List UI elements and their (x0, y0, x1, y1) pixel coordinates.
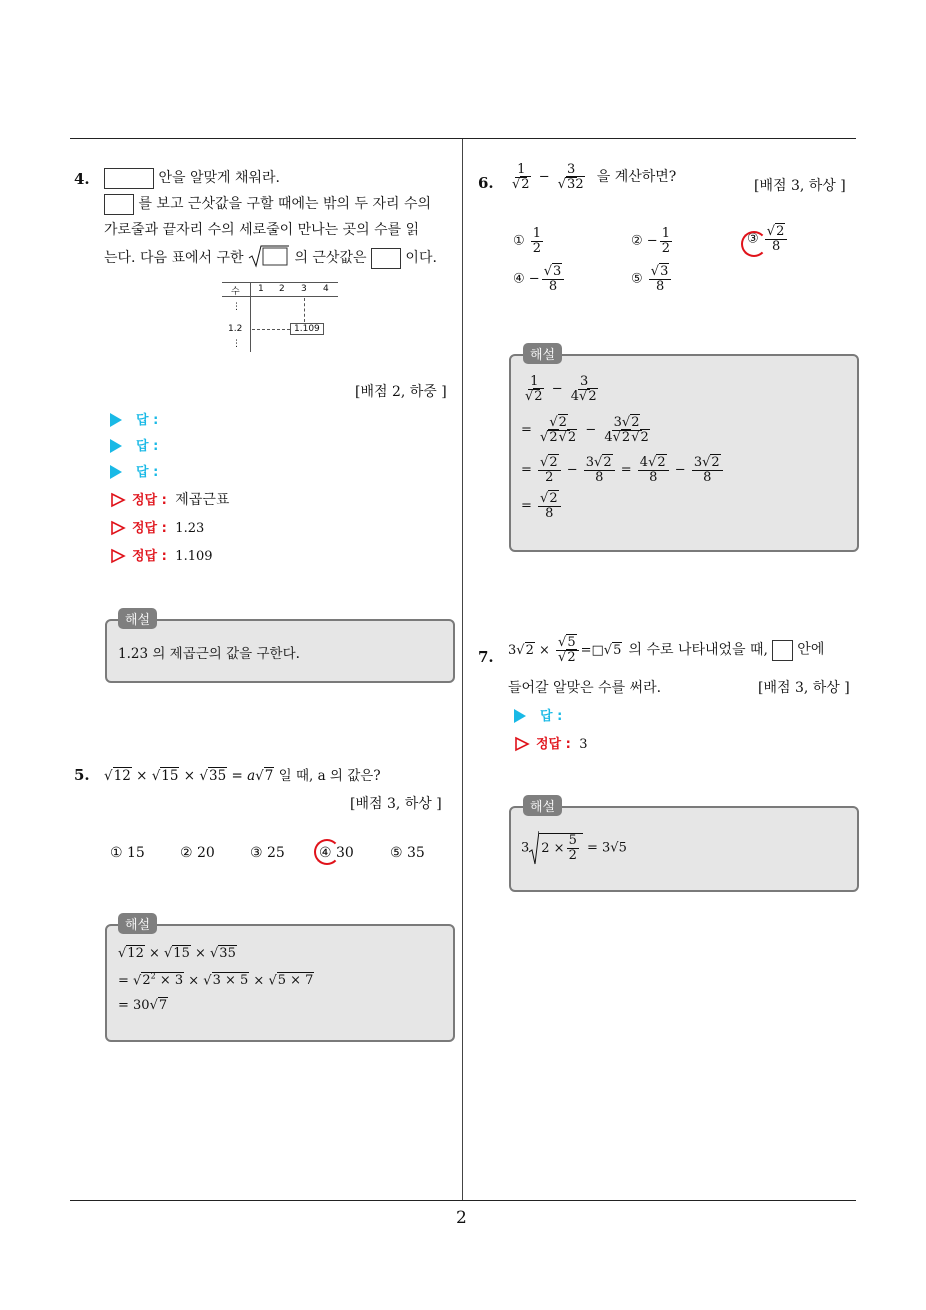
answer-label: 답 : (540, 709, 563, 724)
q7-stem (508, 636, 824, 664)
q4-blank-1[interactable] (104, 168, 154, 189)
table-row-1: 1.2 (228, 324, 243, 334)
q4-line2-text: 를 보고 근삿값을 구할 때에는 밖의 두 자리 수의 (138, 196, 432, 212)
q6-option-3[interactable]: ③ $\frac{√2}{8}$ (747, 225, 789, 253)
q7-correct (514, 733, 588, 752)
q4-line1 (104, 167, 280, 189)
answer-label: 답 : (136, 439, 159, 454)
q6-option-5[interactable]: ⑤ $\frac{√3}{8}$ (631, 265, 673, 293)
q5-expression: √12 × √15 × √35 = a√7 (104, 768, 274, 784)
q5-explain-line-3: = 30√7 (118, 998, 168, 1013)
q4-line4a: 는다. 다음 표에서 구한 (104, 250, 244, 266)
q5-stem-tail: 일 때, a 의 값은? (278, 768, 381, 784)
q7-explain-radical: 2 × $\frac{5}{2}$ (529, 830, 583, 866)
q5-option-4[interactable]: ④ 30 (319, 845, 354, 861)
correct-arrow-icon (110, 548, 126, 564)
q7-explain-tag: 해설 (523, 795, 562, 816)
q4-score: [배점 2, 하중 ] (355, 384, 447, 400)
q5-score: [배점 3, 하상 ] (350, 796, 442, 812)
q6-explain-tag: 해설 (523, 343, 562, 364)
bottom-rule (70, 1200, 856, 1201)
q4-line4b: 의 근삿값은 (294, 250, 367, 266)
q5-option-2[interactable]: ② 20 (180, 845, 215, 861)
correct-label: 정답 : (132, 493, 167, 508)
correct-label: 정답 : (132, 521, 167, 536)
q7-explain-result: = 3√5 (587, 840, 627, 856)
q4-explain-text: 1.23 의 제곱근의 값을 구한다. (118, 646, 300, 662)
q7-stem-tail: 의 수로 나타내었을 때, (628, 641, 769, 658)
q4-answer-2[interactable] (110, 435, 158, 454)
correct-arrow-icon (110, 492, 126, 508)
q7-blank[interactable] (772, 640, 793, 661)
q6-frac-1: $\frac{1}{√2}$ (512, 162, 530, 192)
answer-label: 답 : (136, 413, 159, 428)
table-top-rule (222, 282, 338, 283)
q7-score: [배점 3, 하상 ] (758, 680, 850, 696)
q5-number: 5. (74, 766, 90, 784)
q4-line4c: 이다. (405, 250, 437, 266)
q5-option-1[interactable]: ① 15 (110, 845, 145, 861)
table-vertical-rule (250, 282, 251, 352)
q6-explain-line-4: = $\frac{√2}{8}$ (521, 492, 563, 520)
q6-explain-line-3: = $\frac{√2}{2}$ − $\frac{3√2}{8}$ = $\frac{4√2}{8}$ − $\frac{3√2}{8}$ (521, 456, 725, 484)
q5-option-3[interactable]: ③ 25 (250, 845, 285, 861)
table-header-0: 수 (231, 287, 240, 297)
q4-line1-text: 안을 알맞게 채워라. (158, 170, 280, 186)
answer-arrow-icon (110, 465, 122, 479)
correct-arrow-icon (110, 520, 126, 536)
table-header-1: 1 (258, 284, 264, 294)
correct-label: 정답 : (132, 549, 167, 564)
q6-explain-line-2: = $\frac{√2}{√2√2}$ − $\frac{3√2}{4√2√2}$ (521, 415, 649, 445)
q7-stem-tail2: 안에 (797, 641, 825, 658)
q4-answer-3[interactable] (110, 461, 158, 480)
answer-arrow-icon (110, 413, 122, 427)
table-dash-h (252, 329, 290, 330)
table-header-3: 3 (301, 284, 307, 294)
q5-selected-mark (314, 839, 340, 865)
q4-correct-2 (110, 517, 204, 536)
q4-blank-3[interactable] (371, 248, 401, 269)
table-value: 1.109 (290, 323, 324, 335)
q7-explain-line: 3 2 × $\frac{5}{2}$ = 3√5 (521, 830, 627, 866)
q5-explain-line-1: √12 × √15 × √35 (118, 946, 236, 961)
q7-number: 7. (478, 648, 494, 666)
q4-sqrt-table (222, 282, 340, 354)
column-divider (462, 139, 463, 1201)
q6-option-4[interactable]: ④ − $\frac{√3}{8}$ (513, 265, 566, 293)
answer-arrow-icon (514, 709, 526, 723)
option-mark: ① (513, 233, 525, 249)
table-header-2: 2 (279, 284, 285, 294)
q4-line4 (104, 244, 437, 272)
q6-option-1[interactable]: ① $\frac{1}{2}$ (513, 226, 542, 256)
option-mark: ③ (747, 231, 759, 247)
option-mark: ⑤ (631, 271, 643, 287)
q6-score: [배점 3, 하상 ] (754, 178, 846, 194)
top-rule (70, 138, 856, 139)
table-header-4: 4 (323, 284, 329, 294)
q6-stem-tail: 을 계산하면? (596, 168, 677, 185)
q6-explain-line-1: $\frac{1}{√2}$ − $\frac{3}{4√2}$ (525, 374, 597, 404)
q4-explain-tag: 해설 (118, 608, 157, 629)
q4-correct-value-1: 제곱근표 (175, 492, 230, 508)
q6-frac-2: $\frac{3}{√32}$ (557, 162, 584, 192)
q4-number: 4. (74, 170, 90, 188)
q7-expression: 3√2 × $\frac{√5}{√2}$ =□√5 (508, 635, 622, 665)
q4-correct-3 (110, 545, 213, 564)
answer-label: 답 : (136, 465, 159, 480)
q7-line2: 들어갈 알맞은 수를 써라. (508, 680, 662, 696)
table-row-0: ⋮ (232, 302, 241, 312)
q5-stem (104, 764, 381, 784)
q5-explain-line-2: = $√2^2 \times 3 \times √3 \times 5 \times √5 \times 7$ (118, 972, 314, 989)
correct-label: 정답 : (536, 737, 571, 752)
q6-selected-mark (741, 231, 767, 257)
q4-answer-1[interactable] (110, 409, 158, 428)
table-row-2: ⋮ (232, 339, 241, 349)
q4-correct-value-2: 1.23 (175, 521, 205, 536)
q4-line2 (104, 193, 431, 215)
answer-arrow-icon (110, 439, 122, 453)
q5-option-5[interactable]: ⑤ 35 (390, 845, 425, 861)
q6-option-2[interactable]: ② − $\frac{1}{2}$ (631, 226, 670, 256)
option-mark: ② (631, 233, 643, 249)
q5-explain-tag: 해설 (118, 913, 157, 934)
page-number: 2 (456, 1208, 467, 1228)
table-dash-v (304, 298, 305, 322)
q4-blank-2[interactable] (104, 194, 134, 215)
q6-stem: $\frac{1}{√2}$ − $\frac{3}{√32}$ 을 계산하면? (512, 162, 677, 192)
q7-correct-value: 3 (579, 737, 588, 752)
option-mark: ④ (513, 271, 525, 287)
correct-arrow-icon (514, 736, 530, 752)
q4-line3: 가로줄과 끝자리 수의 세로줄이 만나는 곳의 수를 읽 (104, 222, 420, 238)
q7-answer[interactable] (514, 705, 562, 724)
q4-correct-value-3: 1.109 (175, 549, 213, 564)
q4-correct-1 (110, 489, 229, 509)
q6-number: 6. (478, 174, 494, 192)
q4-sqrt-blank (248, 244, 290, 272)
